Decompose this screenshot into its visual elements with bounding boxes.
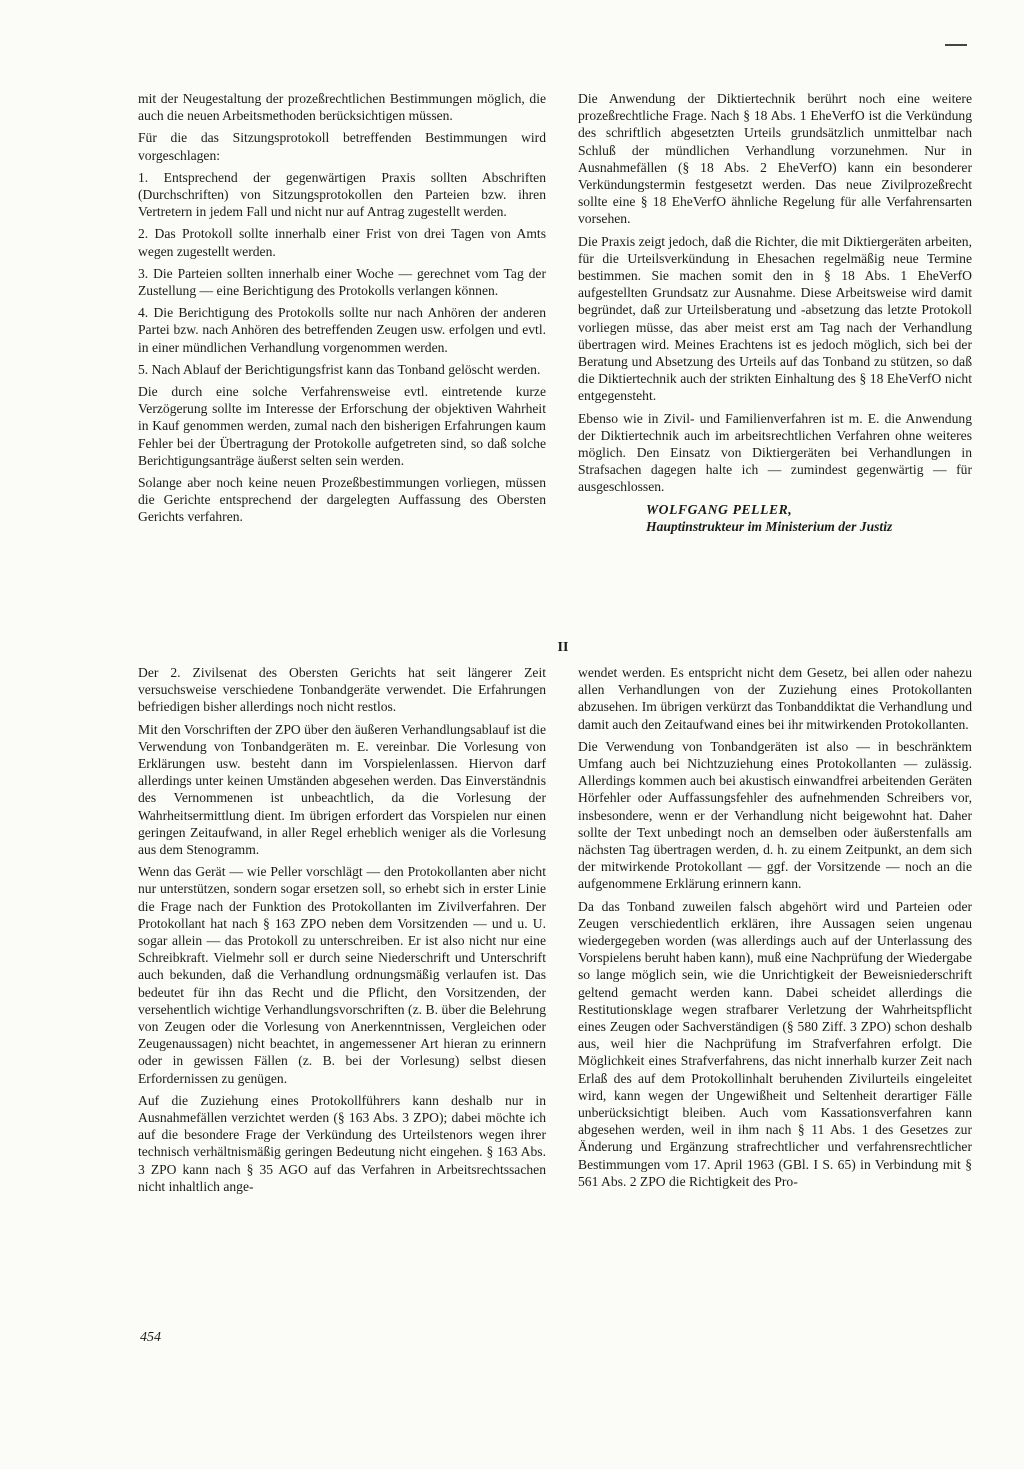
author-signature [578,501,972,535]
list-item: 3. Die Parteien sollten innerhalb einer Woche — gerechnet vom Tag der Zustellung — eine Berichtigung des Protokolls verlangen können. [138,265,546,299]
paragraph: Die durch eine solche Verfahrensweise evtl. eintretende kurze Verzögerung sollte im Interesse der Erforschung der objektiven Wahrheit in Kauf genommen werden, zumal nach den bisherigen Erfahrungen kaum Fehler bei der Übertragung der Protokolle aufgetreten sind, so daß solche Berichtigungsanträge äußerst selten sein werden. [138,384,546,468]
list-item: 1. Entsprechend der gegenwärtigen Praxis sollten Abschriften (Durchschriften) von Sitzungsprotokollen den Parteien bzw. ihren Vertretern in jedem Fall und nicht nur auf Antrag zugestellt werden. [138,169,546,220]
column-top-right [578,90,972,535]
paragraph: Die Anwendung der Diktiertechnik berührt noch eine weitere prozeßrechtliche Frage. Nach § 18 Abs. 1 EheVerfO ist die Verkündung des schriftlich abgesetzten Urteils grundsätzlich unmittelbar nach Schluß der mündlichen Verhandlung vorzunehmen. Nur in Ausnahmefällen (§ 18 Abs. 2 EheVerfO) kann ein besonderer Verkündungstermin festgesetzt werden. Das neue Zivilprozeßrecht sollte eine § 18 EheVerfO ähnliche Regelung für alle Verfahrensarten vorsehen. [578,91,972,227]
paragraph: Die Praxis zeigt jedoch, daß die Richter, die mit Diktiergeräten arbeiten, für die Urteilsverkündung in Ehesachen regelmäßig neue Termine bestimmen. Sie machen somit den in § 18 Abs. 1 EheVerfO aufgestellten Grundsatz zur Ausnahme. Diese Arbeitsweise wird damit begründet, daß zur Urteilsberatung und -absetzung das letzte Protokoll vorliegen müsse, das aber meist erst am Tag nach der Verhandlung übertragen wird. Meines Erachtens ist es jedoch möglich, sich bei der Beratung und Absetzung des Urteils auf das Tonband zu stützen, so daß die Diktiertechnik auch der strikten Einhaltung des § 18 EheVerfO nicht entgegensteht. [578,233,972,404]
column-bottom-left [138,664,546,1200]
paragraph: Solange aber noch keine neuen Prozeßbestimmungen vorliegen, müssen die Gerichte entsprechend der dargelegten Auffassung des Obersten Gerichts verfahren. [138,475,546,525]
paragraph: Auf die Zuziehung eines Protokollführers kann deshalb nur in Ausnahmefällen verzichtet werden (§ 163 Abs. 3 ZPO); dabei möchte ich auf die besondere Frage der Verkündung des Urteilstenors wegen ihrer technisch verhältnismäßig geringen Bedeutung nicht eingehen. § 163 Abs. 3 ZPO kann nach § 35 AGO auf das Verfahren in Arbeitsrechtssachen nicht inhaltlich ange- [138,1092,546,1194]
list-item: 2. Das Protokoll sollte innerhalb einer Frist von drei Tagen von Amts wegen zugestellt werden. [138,226,546,259]
paragraph: Da das Tonband zuweilen falsch abgehört wird und Parteien oder Zeugen verschiedentlich erklären, ihre Aussagen seien ungenau wiedergegeben worden (was allerdings auch auf der Unterlassung des Vorspielens beruht haben kann), muß eine Nachprüfung der Wiedergabe so lange möglich sein, wie die Unrichtigkeit der Beweisniederschrift geltend gemacht werden kann. Dabei scheidet allerdings die Restitutionsklage wegen strafbarer Verletzung der Wahrheitspflicht eines Zeugen oder Sachverständigen (§ 580 Ziff. 3 ZPO) schon deshalb aus, weil hier die Nachprüfung im Strafverfahren erfolgt. Die Möglichkeit eines Strafverfahrens, das nicht innerhalb kurzer Zeit nach Erlaß des auf dem Protokollinhalt beruhenden Zivilurteils eingeleitet wird, kann wegen der Ungewißheit und Seltenheit derartiger Fälle unberücksichtigt bleiben. Auch vom Kassationsverfahren kann abgesehen werden, weil in ihm nach § 11 Abs. 1 des Gesetzes zur Änderung und Ergänzung strafrechtlicher und verfahrensrechtlicher Bestimmungen vom 17. April 1963 (GBl. I S. 65) in Verbindung mit § 561 Abs. 2 ZPO die Richtigkeit des Pro- [578,898,972,1189]
list-item: 5. Nach Ablauf der Berichtigungsfrist kann das Tonband gelöscht werden. [138,361,541,377]
author-name: WOLFGANG PELLER, [646,501,793,517]
paragraph: Die Verwendung von Tonbandgeräten ist also — in beschränktem Umfang auch bei Nichtzuziehung eines Protokollanten — zulässig. Allerdings kommen auch bei akustisch einwandfrei arbeitenden Geräten Hörfehler oder Auffassungsfehler des aufnehmenden Schreibers vor, insbesondere, wenn er der Verhandlung nicht beigewohnt hat. Daher sollte der Text unbedingt noch an demselben oder äußerstenfalls am nächsten Tag übertragen werden, d. h. zu einem Zeitpunkt, an dem sich der mitwirkende Protokollant — ggf. der Vorsitzende — noch an die aufgenommene Erklärung erinnern kann. [578,738,972,892]
section-number: II [557,640,569,655]
paragraph: Für die das Sitzungsprotokoll betreffenden Bestimmungen wird vorgeschlagen: [138,130,546,163]
list-item: 4. Die Berichtigung des Protokolls sollte nur nach Anhören der anderen Partei bzw. nach Anhören des betreffenden Zeugen usw. erfolgen und evtl. in einer mündlichen Verhandlung vorgenommen werden. [138,305,546,355]
paragraph: mit der Neugestaltung der prozeßrechtlichen Bestimmungen möglich, die auch die neuen Arbeitsmethoden berücksichtigen müssen. [138,91,546,124]
author-role: Hauptinstrukteur im Ministerium der Justiz [646,518,893,534]
paragraph: Mit den Vorschriften der ZPO über den äußeren Verhandlungsablauf ist die Verwendung von Tonbandgeräten m. E. vereinbar. Die Vorlesung von Erklärungen usw. besteht dann im Vorspielenlassen. Hiervon darf allerdings unter keinen Umständen abgesehen werden. Das Einverständnis des Vernommenen ist unbeachtlich, da die Vorlesung der Wahrheitsermittlung dient. Im übrigen erfordert das Vorspielen nur einen geringen Zeitaufwand, in aller Regel erheblich weniger als die Vorlesung aus dem Stenogramm. [138,721,546,858]
paragraph: Der 2. Zivilsenat des Obersten Gerichts hat seit längerer Zeit versuchsweise verschiedene Tonbandgeräte verwendet. Die Erfahrungen befriedigen bisher allerdings noch nicht restlos. [138,665,546,715]
corner-mark [945,44,967,46]
column-bottom-right [578,664,972,1195]
page-number: 454 [140,1330,161,1345]
paragraph: Wenn das Gerät — wie Peller vorschlägt — den Protokollanten aber nicht nur unterstützen, sondern sogar ersetzen soll, so erhebt sich in erster Linie die Frage nach der Funktion des Protokollanten im Zivilverfahren. Der Protokollant hat nach § 163 ZPO neben dem Vorsitzenden — und u. U. sogar allein — das Protokoll zu unterschreiben. Er ist also nicht nur eine Schreibkraft. Vielmehr soll er durch seine Niederschrift und Unterschrift auch bekunden, daß die Verhandlung ordnungsmäßig verlaufen ist. Das bedeutet für ihn das Recht und die Pflicht, den Vorsitzenden, der versehentlich wichtige Verhandlungsvorschriften (z. B. über die Belehrung von Zeugen oder die Vorlesung von Anerkenntnissen, Vergleichen oder Zeugenaussagen) nicht beachtet, in angemessener Art hieran zu erinnern oder in gewissen Fällen (z. B. bei der Vorlesung) selbst diesen Erfordernissen zu genügen. [138,864,546,1086]
column-top-left [138,90,546,531]
paragraph: Ebenso wie in Zivil- und Familienverfahren ist m. E. die Anwendung der Diktiertechnik auch im arbeitsrechtlichen Verfahren ohne weiteres möglich. Den Einsatz von Diktiergeräten bei Verhandlungen in Strafsachen dagegen halte ich — zumindest gegenwärtig — für ausgeschlossen. [578,410,972,495]
paragraph: wendet werden. Es entspricht nicht dem Gesetz, bei allen oder nahezu allen Verhandlungen von der Zuziehung eines Protokollanten abzusehen. Im übrigen verkürzt das Tonbanddiktat die Verhandlung und damit auch den Zeitaufwand eines bei ihr mitwirkenden Protokollanten. [578,665,972,732]
